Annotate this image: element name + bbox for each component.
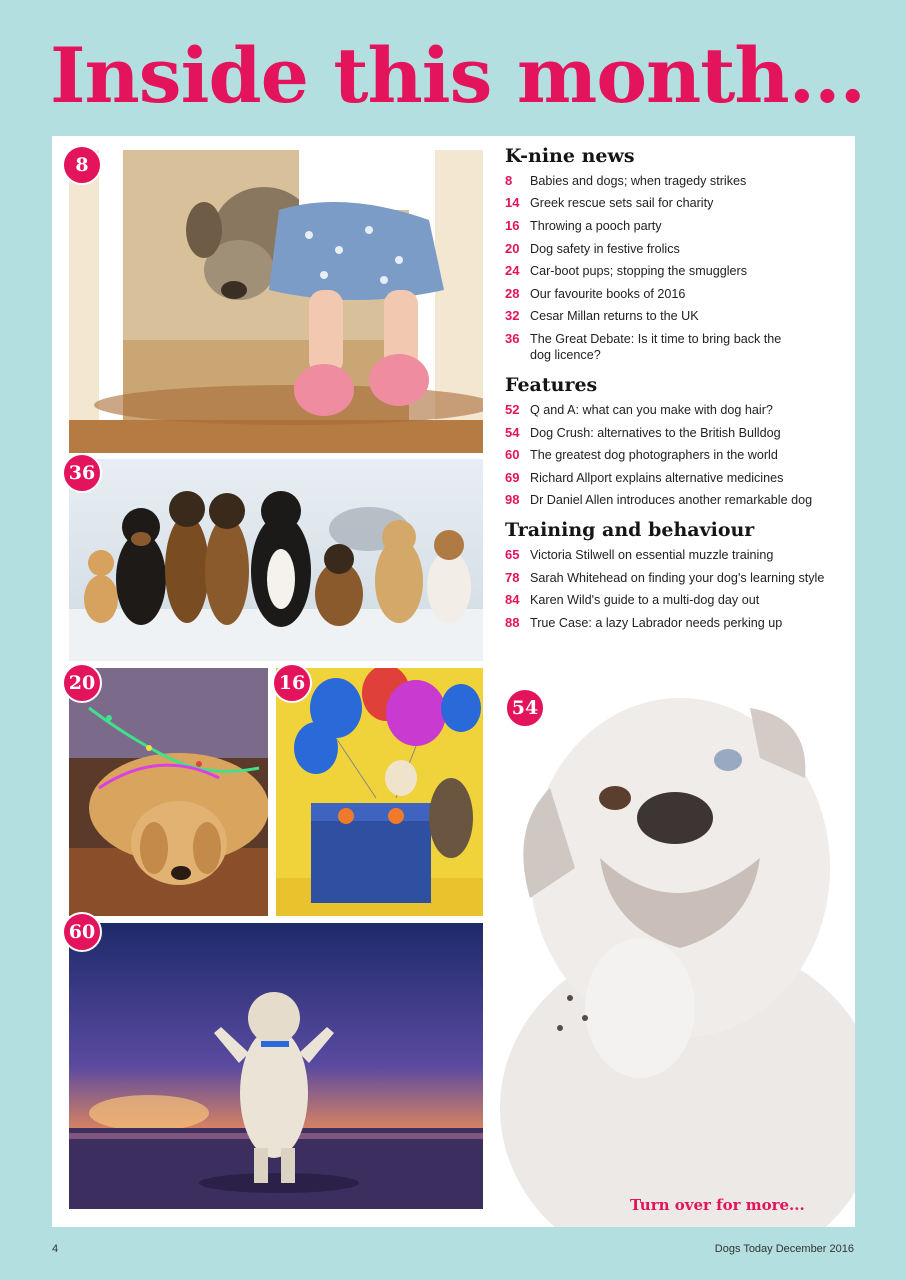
item-page-number: 28	[505, 285, 520, 301]
photo-dog-beach-sunset	[69, 923, 483, 1209]
page-badge: 20	[62, 663, 102, 703]
item-page-number: 20	[505, 240, 520, 256]
list-item	[505, 470, 845, 486]
item-page-number: 98	[505, 492, 520, 508]
turn-over-link: Turn over for more...	[630, 1196, 805, 1214]
item-page-number: 65	[505, 547, 520, 563]
table-of-contents	[505, 146, 845, 643]
item-title: Throwing a pooch party	[530, 219, 662, 234]
page-badge: 16	[272, 663, 312, 703]
item-title: Cesar Millan returns to the UK	[530, 309, 699, 324]
item-page-number: 24	[505, 263, 520, 279]
item-title: Karen Wild's guide to a multi-dog day out	[530, 593, 760, 608]
page-badge: 54	[505, 688, 545, 728]
list-item	[505, 218, 845, 234]
item-page-number: 8	[505, 172, 513, 188]
item-title: Sarah Whitehead on finding your dog's learning style	[530, 570, 825, 585]
magazine-issue: Dogs Today December 2016	[714, 1243, 854, 1255]
page-badge: 8	[62, 145, 102, 185]
item-title: Dog Crush: alternatives to the British Bulldog	[530, 425, 781, 440]
item-title: Dr Daniel Allen introduces another remarkable dog	[530, 493, 813, 508]
list-item	[505, 402, 845, 418]
page-badge: 60	[62, 912, 102, 952]
item-title: Dog safety in festive frolics	[530, 241, 680, 256]
list-item	[505, 615, 845, 631]
item-page-number: 32	[505, 308, 520, 324]
item-page-number: 16	[505, 218, 520, 234]
item-page-number: 52	[505, 401, 520, 417]
item-page-number: 69	[505, 469, 520, 485]
training-list	[505, 547, 845, 631]
list-item	[505, 447, 845, 463]
item-title: Babies and dogs; when tragedy strikes	[530, 173, 747, 188]
list-item	[505, 592, 845, 608]
list-item	[505, 173, 845, 189]
section-heading-features: Features	[505, 374, 598, 397]
item-title: Q and A: what can you make with dog hair?	[530, 402, 773, 417]
list-item	[505, 570, 845, 586]
list-item	[505, 286, 845, 302]
item-page-number: 54	[505, 424, 520, 440]
item-title: Car-boot pups; stopping the smugglers	[530, 264, 748, 279]
item-title: Richard Allport explains alternative medicines	[530, 470, 784, 485]
photo-toddler-and-dog	[69, 150, 483, 453]
item-title: Victoria Stilwell on essential muzzle training	[530, 548, 774, 563]
item-title: The Great Debate: Is it time to bring back the dog licence?	[530, 332, 782, 363]
item-page-number: 60	[505, 447, 520, 463]
features-list	[505, 402, 845, 508]
list-item	[505, 263, 845, 279]
section-heading-training: Training and behaviour	[505, 519, 755, 542]
page-title: Inside this month...	[50, 31, 865, 120]
photo-dog-group-snow	[69, 459, 483, 661]
item-page-number: 88	[505, 614, 520, 630]
list-item	[505, 425, 845, 441]
news-list	[505, 173, 845, 363]
item-title: The greatest dog photographers in the world	[530, 448, 778, 463]
item-title: Greek rescue sets sail for charity	[530, 196, 714, 211]
item-page-number: 78	[505, 569, 520, 585]
page-badge: 36	[62, 453, 102, 493]
list-item	[505, 547, 845, 563]
photo-white-bulldog	[490, 668, 855, 1227]
section-heading-news: K-nine news	[505, 145, 635, 167]
list-item	[505, 241, 845, 257]
list-item	[505, 492, 845, 508]
item-page-number: 84	[505, 592, 520, 608]
list-item	[505, 331, 845, 363]
list-item	[505, 308, 845, 324]
item-title: Our favourite books of 2016	[530, 286, 686, 301]
photo-retriever-lights	[69, 668, 268, 916]
page-number: 4	[52, 1243, 59, 1255]
list-item	[505, 195, 845, 211]
item-page-number: 14	[505, 195, 520, 211]
photo-party-dogs	[276, 668, 483, 916]
item-title: True Case: a lazy Labrador needs perking up	[530, 615, 783, 630]
item-page-number: 36	[505, 331, 520, 347]
